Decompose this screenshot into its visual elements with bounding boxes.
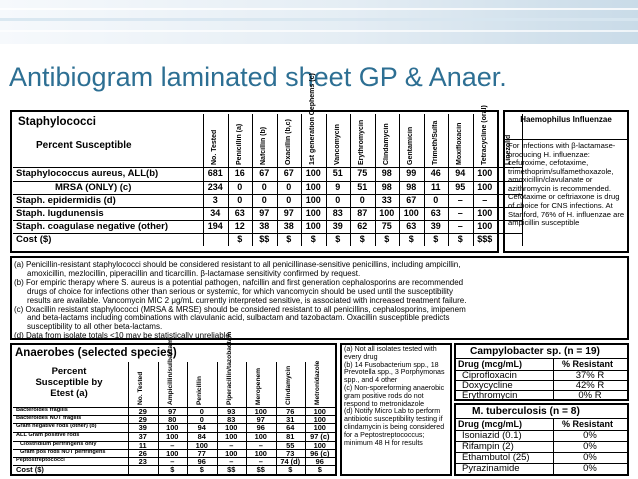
staph-cell: 98: [406, 182, 417, 192]
staph-cell: 63: [234, 208, 245, 218]
staph-cell: 46: [430, 168, 441, 178]
staph-col-header: Vancomycin: [333, 124, 341, 165]
anaerobe-cell: 96: [197, 457, 206, 466]
tuberculosis-col-drug: Drug (mcg/mL): [458, 419, 522, 429]
anaerobe-cell: –: [258, 457, 263, 466]
anaerobe-cell: 97: [168, 407, 177, 416]
staph-cell: $: [359, 234, 365, 244]
anaerobe-cell: 100: [254, 432, 267, 441]
anaerobe-cell: –: [258, 441, 263, 450]
staph-cell: 67: [283, 168, 294, 178]
anaerobe-row-label: ALL Gram positive rods: [16, 432, 80, 438]
anaerobe-cell: 94: [197, 423, 206, 432]
staph-cell: 67: [406, 195, 417, 205]
anaerobes-subtitle: Percent Susceptible by Etest (a): [35, 366, 103, 399]
staph-cell: 38: [283, 221, 294, 231]
staph-row-label: Cost ($): [16, 234, 52, 245]
anaerobe-notes: (a) Not all isolates tested with every drug (b) 14 Fusobacterium spp., 18 Prevotella spp., 3 Porphymonas spp., and 4 other (c) Non-sporeforming anaerobic gram positive rods do not respond to metronidazole (d) Notify Micro Lab to perform antibiotic susceptibility testing if clindamycin is being considered for a Peptostreptococcus; minimum 48 H for results: [344, 345, 445, 447]
staph-cell: 39: [430, 221, 441, 231]
staph-col-header: Oxacillin (b,c): [284, 119, 292, 165]
anaerobe-cell: 96: [315, 457, 324, 466]
anaerobe-cell: $: [199, 465, 204, 474]
anaerobe-cell: $: [288, 465, 293, 474]
anaerobe-cell: 100: [166, 423, 179, 432]
staph-cell: $: [384, 234, 390, 244]
tuberculosis-res: 0%: [583, 452, 597, 463]
staph-cell: $$$: [477, 234, 493, 244]
anaerobe-cell: 84: [197, 432, 206, 441]
staph-cell: 11: [430, 182, 441, 192]
tuberculosis-drug: Pyrazinamide: [462, 463, 520, 474]
staph-cell: $: [457, 234, 463, 244]
staph-cell: 100: [379, 208, 395, 218]
anaerobe-col-header: No. Tested: [137, 371, 144, 405]
anaerobe-cell: 0: [199, 407, 204, 416]
grid-line: [335, 362, 336, 474]
staph-cell: $: [433, 234, 439, 244]
anaerobe-cell: 74 (d): [280, 457, 301, 466]
campylobacter-drug: Doxycycline: [462, 380, 513, 391]
staph-cell: 100: [477, 221, 493, 231]
anaerobe-cell: –: [229, 441, 234, 450]
anaerobe-row-label: Cost ($): [16, 465, 44, 474]
staph-cell: 9: [335, 182, 341, 192]
staph-cell: $: [237, 234, 243, 244]
staph-subtitle: Percent Susceptible: [36, 140, 132, 151]
anaerobe-cell: $$: [256, 465, 265, 474]
haemophilus-title: Haemophilus Influenzae: [520, 115, 612, 124]
staph-cell: –: [457, 195, 463, 205]
staph-cell: 95: [455, 182, 466, 192]
staph-cell: 99: [406, 168, 417, 178]
campylobacter-col-drug: Drug (mcg/mL): [458, 359, 522, 369]
slide-header-bar: [0, 0, 638, 44]
anaerobe-cell: 29: [138, 415, 147, 424]
slide-title: Antibiogram laminated sheet GP & Anaer.: [9, 62, 507, 92]
anaerobe-cell: 81: [286, 432, 295, 441]
anaerobe-cell: –: [170, 441, 175, 450]
staph-col-header: Penicillin (a): [235, 123, 243, 165]
anaerobe-cell: –: [170, 457, 175, 466]
anaerobe-cell: 76: [286, 407, 295, 416]
tuberculosis-title: M. tuberculosis (n = 8): [472, 406, 580, 417]
campylobacter-drug: Ciprofloxacin: [462, 370, 517, 381]
staph-note-line: drugs of choice for infections other than serious or systemic, for which vancomycin should be used until the susceptibility: [27, 286, 453, 296]
staph-col-header: Moxifloxacin: [456, 122, 463, 165]
anaerobe-cell: 0: [199, 415, 204, 424]
grid-line: [497, 114, 498, 246]
staph-cell: 97: [259, 208, 270, 218]
staph-cell: $: [335, 234, 341, 244]
anaerobe-cell: 39: [138, 423, 147, 432]
anaerobe-col-header: Clindamycin: [284, 365, 292, 405]
anaerobe-row-label: Gram pos rods NOT perfringens: [20, 449, 106, 455]
anaerobe-cell: 23: [138, 457, 147, 466]
staph-cell: 62: [357, 221, 368, 231]
staph-col-header: No. Tested: [211, 129, 218, 165]
staph-note-line: amoxicillin, mezlocillin, piperacillin and ticarcillin. β-lactamase sensitivity confirmed by request.: [27, 268, 361, 278]
staph-cell: 83: [332, 208, 343, 218]
tuberculosis-drug: Isoniazid (0.1): [462, 430, 522, 441]
tuberculosis-col-res: % Resistant: [562, 419, 614, 429]
anaerobe-cell: 100: [254, 407, 267, 416]
staph-col-header: Tetracycline (oral): [480, 105, 488, 165]
anaerobe-cell: 100: [166, 432, 179, 441]
anaerobe-col-header: Meropenem: [255, 367, 262, 405]
anaerobe-cell: 100: [195, 441, 208, 450]
anaerobe-cell: 11: [138, 441, 147, 450]
staph-cell: 194: [207, 221, 223, 231]
staph-cell: 0: [286, 195, 292, 205]
staph-note-line: susceptibility to all other beta-lactams.: [27, 322, 163, 332]
staph-cell: 97: [283, 208, 294, 218]
staph-cell: 87: [357, 208, 368, 218]
anaerobe-cell: 31: [286, 415, 295, 424]
staph-cell: 12: [234, 221, 245, 231]
staph-col-header: Nafcillin (b): [260, 126, 267, 165]
anaerobe-cell: 96 (c): [310, 449, 330, 458]
anaerobe-cell: 93: [227, 407, 236, 416]
staph-cell: 0: [261, 195, 267, 205]
staph-cell: 0: [286, 182, 292, 192]
anaerobe-cell: 73: [286, 449, 295, 458]
staph-note-line: (c) Oxacillin resistant staphylococci (MRSA & MRSE) should be considered resistant to all penicillins, cephalosporins, imipenem: [14, 304, 466, 314]
campylobacter-res: 42% R: [575, 380, 605, 391]
staph-cell: 100: [403, 208, 419, 218]
anaerobe-col-header: Piperacillin/tazobactam: [225, 331, 233, 405]
anaerobe-cell: 80: [168, 415, 177, 424]
anaerobe-cell: 29: [138, 407, 147, 416]
staph-col-header: Gentamicin: [407, 126, 414, 165]
staph-cell: 38: [259, 221, 270, 231]
staph-cell: 100: [477, 182, 493, 192]
staph-note-line: (a) Penicillin-resistant staphylococci should be considered resistant to all penicillinase-sensitive penicillins, including ampicillin,: [14, 260, 461, 269]
anaerobe-cell: 83: [227, 415, 236, 424]
anaerobe-cell: 97 (c): [310, 432, 330, 441]
staph-cell: 63: [406, 221, 417, 231]
staph-cell: –: [482, 195, 488, 205]
anaerobe-cell: 100: [254, 449, 267, 458]
staph-note-line: (b) For empiric therapy where S. aureus is a potential pathogen, nafcillin and first generation cephalosporins are recommended: [14, 277, 464, 287]
staph-cell: 51: [357, 182, 368, 192]
staph-row-label: Staphylococcus aureus, ALL(b): [16, 168, 159, 179]
anaerobe-col-header: Penicillin: [196, 376, 203, 405]
anaerobe-cell: 100: [313, 423, 326, 432]
tuberculosis-drug: Rifampin (2): [462, 441, 514, 452]
anaerobe-cell: 100: [225, 423, 238, 432]
staph-cell: 98: [381, 182, 392, 192]
tuberculosis-res: 0%: [583, 441, 597, 452]
tuberculosis-drug: Ethambutol (25): [462, 452, 530, 463]
staph-cell: 98: [381, 168, 392, 178]
anaerobe-col-header: Ampicillin/sulbactam: [166, 339, 174, 405]
staph-cell: 39: [332, 221, 343, 231]
staph-cell: 33: [381, 195, 392, 205]
staph-col-header: Linezolid: [505, 134, 512, 165]
staph-cell: 34: [210, 208, 221, 218]
anaerobe-cell: 55: [286, 441, 295, 450]
staph-col-header: Clindamycin: [382, 123, 390, 165]
staph-cell: 0: [359, 195, 365, 205]
anaerobe-cell: 100: [313, 407, 326, 416]
anaerobe-cell: 100: [166, 449, 179, 458]
staph-cell: 0: [335, 195, 341, 205]
anaerobe-cell: 64: [286, 423, 295, 432]
staph-cell: 16: [234, 168, 245, 178]
anaerobe-cell: $: [317, 465, 322, 474]
staph-cell: 100: [305, 168, 321, 178]
tuberculosis-res: 0%: [583, 463, 597, 474]
anaerobe-row-label: Clostridium perfringens only: [20, 441, 97, 447]
campylobacter-drug: Erythromycin: [462, 390, 518, 401]
anaerobe-cell: 37: [138, 432, 147, 441]
staph-row-label: Staph. lugdunensis: [16, 208, 104, 219]
anaerobe-cell: 100: [313, 415, 326, 424]
campylobacter-res: 37% R: [575, 370, 605, 381]
staph-cell: 3: [212, 195, 218, 205]
anaerobe-row-label: Bacteroides NOT fragilis: [16, 415, 82, 421]
anaerobe-cell: 100: [225, 432, 238, 441]
staph-note-line: (d) Data from isolate totals <10 may be statistically unreliable.: [14, 331, 233, 341]
anaerobe-row-label: Gram negative rods (other) (b): [16, 423, 97, 429]
staph-row-label: Staph. epidermidis (d): [16, 195, 116, 206]
anaerobe-cell: $: [170, 465, 175, 474]
staph-cell: 100: [477, 168, 493, 178]
anaerobe-cell: –: [229, 457, 234, 466]
anaerobes-title: Anaerobes (selected species): [15, 347, 177, 359]
staph-cell: 51: [332, 168, 343, 178]
staph-cell: 75: [357, 168, 368, 178]
staph-cell: 681: [207, 168, 223, 178]
staph-cell: 75: [381, 221, 392, 231]
staph-note-line: results are available. Vancomycin MIC 2 μg/mL currently interpreted sensitive, is associated with increased treatment failure.: [27, 295, 467, 305]
anaerobe-cell: $$: [227, 465, 236, 474]
staph-note-line: and beta-lactams including combinations with clavulanic acid, sulbactam and tazobactam. Oxacillin susceptible predicts: [27, 313, 450, 323]
staph-title: Staphylococci: [18, 116, 96, 128]
staph-cell: 0: [433, 195, 439, 205]
anaerobe-col-header: Metronidazole: [314, 360, 321, 405]
staph-cell: $: [408, 234, 414, 244]
staph-col-header: Erythromycin: [358, 119, 365, 165]
staph-cell: –: [457, 221, 463, 231]
campylobacter-col-res: % Resistant: [562, 359, 614, 369]
staph-cell: 67: [259, 168, 270, 178]
staph-row-label: Staph. coagulase negative (other): [16, 221, 169, 232]
anaerobe-cell: 100: [225, 449, 238, 458]
staph-cell: 100: [305, 195, 321, 205]
staph-cell: 100: [305, 182, 321, 192]
anaerobe-row-label: Peptostreptococci: [16, 457, 65, 463]
staph-cell: $$: [259, 234, 270, 244]
anaerobe-cell: 77: [197, 449, 206, 458]
haemophilus-text: For infections with β-lactamase-producing H. influenzae: cefuroxime, cefotaxime, trimethoprim/sulfamethoxazole, amoxicillin/clavulanate or azithromycin is recommended. Cefotaxime or ceftriaxone is drug of choice for CNS infections. At Stanford, 76% of H. influenzae are ampicillin susceptible: [508, 141, 625, 228]
staph-cell: 100: [477, 208, 493, 218]
staph-cell: 94: [455, 168, 466, 178]
campylobacter-res: 0% R: [578, 390, 602, 401]
tuberculosis-res: 0%: [583, 430, 597, 441]
anaerobe-cell: 96: [256, 423, 265, 432]
staph-row-label: MRSA (ONLY) (c): [55, 182, 132, 193]
staph-cell: 63: [430, 208, 441, 218]
staph-cell: $: [286, 234, 292, 244]
staph-cell: 234: [207, 182, 223, 192]
anaerobe-row-label: Bacteroides fragilis: [16, 407, 68, 413]
staph-cell: $: [310, 234, 316, 244]
staph-cell: 0: [261, 182, 267, 192]
anaerobe-cell: 26: [138, 449, 147, 458]
campylobacter-title: Campylobacter sp. (n = 19): [470, 346, 600, 357]
staph-cell: –: [457, 208, 463, 218]
staph-col-header: Trimeth/Sulfa: [431, 120, 439, 165]
staph-cell: 100: [305, 221, 321, 231]
staph-cell: 100: [305, 208, 321, 218]
anaerobe-cell: 97: [256, 415, 265, 424]
staph-col-header: 1st generation Cephems (c): [309, 73, 316, 165]
anaerobe-cell: 100: [313, 441, 326, 450]
staph-cell: 0: [237, 195, 243, 205]
staph-cell: 0: [237, 182, 243, 192]
